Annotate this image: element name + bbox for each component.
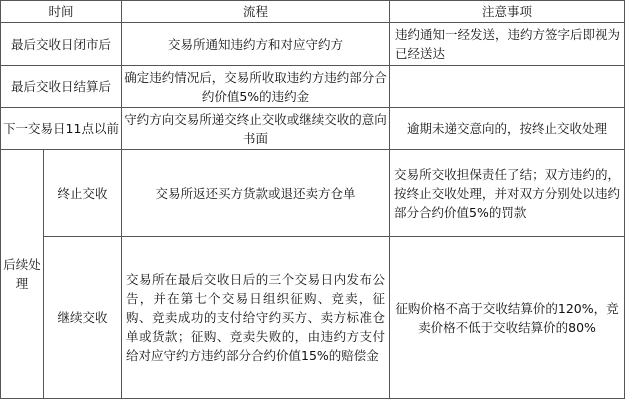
table-row [1,108,625,150]
table-row [1,150,625,237]
header-process: 流程 [122,1,390,23]
row-process-cell: 确定违约情况后，交易所收取违约方违约部分合约价值5%的违约金 [122,66,390,108]
row-notes-cell: 违约通知一经发送，违约方签字后即视为已经送达 [390,23,625,66]
continue-label-cell: 继续交收 [44,237,122,399]
terminate-label-cell: 终止交收 [44,150,122,237]
terminate-process-cell: 交易所返还买方货款或退还卖方仓单 [122,150,390,237]
row-time-cell: 下一交易日11点以前 [1,108,122,150]
row-notes-cell [390,66,625,108]
row-time-cell: 最后交收日闭市后 [1,23,122,66]
header-time: 时间 [1,1,122,23]
row-process-cell: 守约方向交易所递交终止交收或继续交收的意向书面 [122,108,390,150]
row-notes-cell: 逾期未递交意向的，按终止交收处理 [390,108,625,150]
terminate-notes-cell: 交易所交收担保责任了结；双方违约的，按终止交收处理，并对双方分别处以违约部分合约价值5%的罚款 [390,150,625,237]
continue-notes-cell: 征购价格不高于交收结算价的120%，竞卖价格不低于交收结算价的80% [390,237,625,399]
header-row [1,1,625,23]
continue-process-cell: 交易所在最后交收日后的三个交易日内发布公告，并在第七个交易日组织征购、竞卖，征购、竞卖成功的支付给守约买方、卖方标准仓单或货款；征购、竞卖失败的，由违约方支付给对应守约方违约部分合约价值15%的赔偿金 [122,237,390,399]
table-row [1,237,625,399]
table-row [1,66,625,108]
followup-label-cell: 后续处理 [1,150,44,399]
row-time-cell: 最后交收日结算后 [1,66,122,108]
row-process-cell: 交易所通知违约方和对应守约方 [122,23,390,66]
table-row [1,23,625,66]
header-notes: 注意事项 [390,1,625,23]
